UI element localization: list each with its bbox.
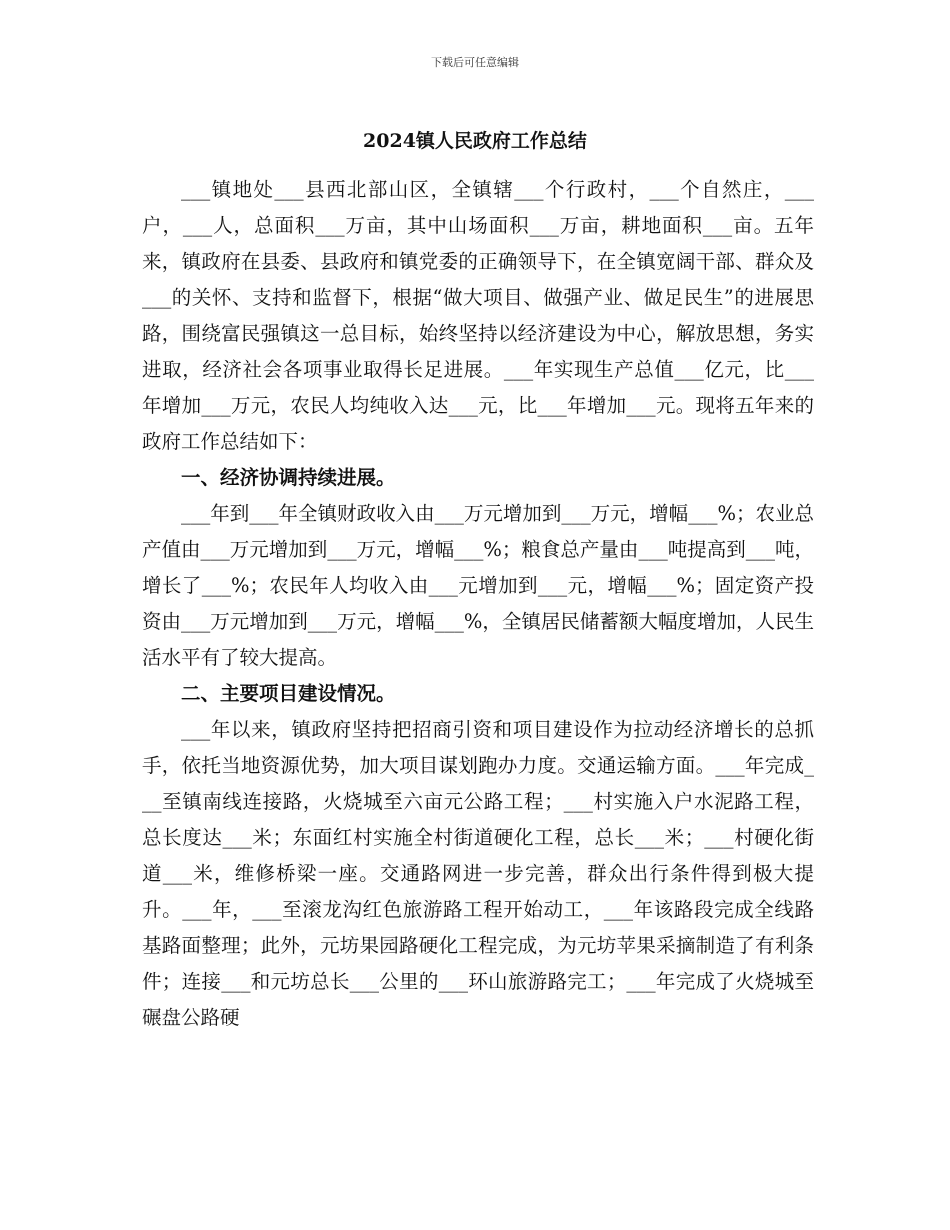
section-2-paragraph: ___年以来，镇政府坚持把招商引资和项目建设作为拉动经济增长的总抓手，依托当地资源优势，加大项目谋划跑办力度。交通运输方面。___年完成___至镇南线连接路，火烧城至六亩元公路工程；___村实施入户水泥路工程，总长度达___米；东面红村实施全村街道硬化工程，总长___米；___村硬化街道___米，维修桥梁一座。交通路网进一步完善，群众出行条件得到极大提升。___年，___至滚龙沟红色旅游路工程开始动工，___年该路段完成全线路基路面整理；此外，元坊果园路硬化工程完成，为元坊苹果采摘制造了有利条件；连接___和元坊总长___公里的___环山旅游路完工；___年完成了火烧城至碾盘公路硬 (142, 718, 814, 1029)
intro-paragraph: ___镇地处___县西北部山区，全镇辖___个行政村，___个自然庄，___户，___人，总面积___万亩，其中山场面积___万亩，耕地面积___亩。五年来，镇政府在县委、县政府和镇党委的正确领导下，在全镇宽阔干部、群众及___的关怀、支持和监督下，根据“做大项目、做强产业、做足民生”的进展思路，围绕富民强镇这一总目标，始终坚持以经济建设为中心，解放思想，务实进取，经济社会各项事业取得长足进展。___年实现生产总值___亿元，比___年增加___万元，农民人均纯收入达___元，比___年增加___元。现将五年来的政府工作总结如下： (142, 178, 814, 453)
header-note: 下载后可任意编辑 (431, 56, 519, 69)
section-1-paragraph: ___年到___年全镇财政收入由___万元增加到___万元，增幅___%；农业总产值由___万元增加到___万元，增幅___%；粮食总产量由___吨提高到___吨，增长了___%；农民年人均收入由___元增加到___元，增幅___%；固定资产投资由___万元增加到___万元，增幅___%，全镇居民储蓄额大幅度增加，人民生活水平有了较大提高。 (142, 502, 814, 669)
document-body (142, 172, 814, 1036)
document-title: 2024镇人民政府工作总结 (363, 130, 587, 152)
section-heading-2: 二、主要项目建设情况。 (181, 682, 396, 705)
section-heading-1: 一、经济协调持续进展。 (181, 466, 396, 489)
